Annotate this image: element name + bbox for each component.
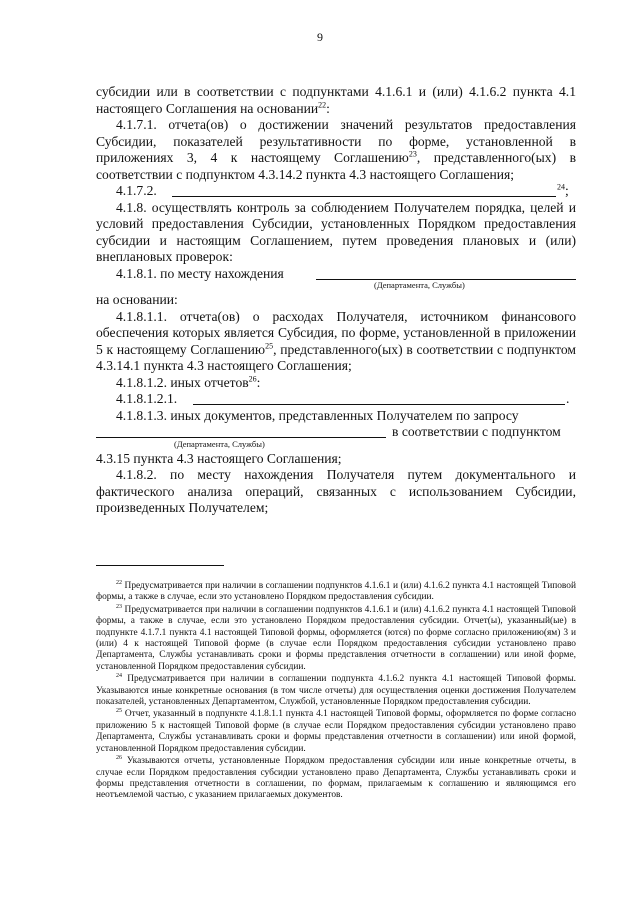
paragraph-4-1-7-2: 4.1.7.2. $^{24}$; xyxy=(116,182,569,198)
paragraph-4-1-8: 4.1.8. осуществлять контроль за соблюдением Получателем порядка, целей и условий предоставления Субсидии, установленных Порядком предоставления субсидии и настоящим Соглашением, путем проведения плановых и (или) внеплановых проверок: xyxy=(96,199,576,264)
paragraph-4-1-8-1-3-cont: в соответствии с подпунктом xyxy=(96,424,576,441)
paragraph-4-3-15: 4.3.15 пункта 4.3 настоящего Соглашения; xyxy=(96,450,342,466)
paragraph-4-1-8-2: 4.1.8.2. по месту нахождения Получателя путем документального и фактического анализа операций, связанных с использованием Субсидии, произведенных Получателем; xyxy=(96,467,576,515)
footnote: $^{23}$ Предусматривается при наличии в соглашении подпунктов 4.1.6.1 и (или) 4.1.6.2 пункта 4.1 настоящей Типовой формы, а также в случае, если это установлено Порядком предоставления субсидии. Отчет(ы), указанный(ые) в подпункте 4.1.7.1 пункта 4.1 настоящей Типовой формы, оформляется (ются) по форме согласно приложению(ям) 3 и (или) 4 к настоящей Типовой форме (в случае если Порядком предоставления субсидии установлено право Департамента, Службы устанавливать сроки и формы представления отчетности в соглашении) или иной форме, установленной Порядком предоставления субсидии. xyxy=(96,603,576,672)
footnote: $^{22}$ Предусматривается при наличии в соглашении подпунктов 4.1.6.1 и (или) 4.1.6.2 пункта 4.1 настоящей Типовой формы, а также в случае, если это установлено Порядком предоставления субсидии. xyxy=(96,579,576,603)
paragraph-4-1-8-1-1: 4.1.8.1.1. отчета(ов) о расходах Получателя, источником финансового обеспечения которых является Субсидия, по форме, установленной в приложении 5 к настоящему Соглашению$^{25}$, представленного(ых) в соответствии с подпунктом 4.3.14.1 пункта 4.3 настоящего Соглашения; xyxy=(96,308,576,373)
paragraph-4-1-8-1-2-1: 4.1.8.1.2.1. . xyxy=(116,391,570,406)
paragraph-4-1-7-1: 4.1.7.1. отчета(ов) о достижении значений результатов предоставления Субсидии, показателей результативности по форме, установленной в приложениях 3, 4 к настоящему Соглашению$^{23}$, представленного(ых) в соответствии с подпунктом 4.3.14.2 пункта 4.3 настоящего Соглашения; xyxy=(96,117,576,182)
footnote-ref: 24 xyxy=(557,182,565,192)
paragraph-subsidy-basis: субсидии или в соответствии с подпунктами 4.1.6.1 и (или) 4.1.6.2 пункта 4.1 настоящего Соглашения на основании$^{22}$: xyxy=(96,84,576,116)
footnotes xyxy=(96,581,576,803)
paragraph-basis: на основании: xyxy=(96,292,178,307)
footnote: $^{26}$ Указываются отчеты, установленные Порядком предоставления субсидии или иные конкретные отчеты, в случае если Порядком предоставления субсидии установлено право Департамента, Службы устанавливать сроки и формы представления отчетности в соглашении, по формам, прилагаемым к соглашению и являющимся его неотъемлемой частью, с указанием прилагаемых документов. xyxy=(96,754,577,801)
page-number: 9 xyxy=(317,30,323,44)
paragraph-4-1-8-1-2: 4.1.8.1.2. иных отчетов$^{26}$: xyxy=(116,373,261,390)
blank-line xyxy=(172,184,556,197)
footnote: $^{25}$ Отчет, указанный в подпункте 4.1.8.1.1 пункта 4.1 настоящей Типовой формы, оформляется по форме согласно приложению 5 к настоящей Типовой форме (в случае если Порядком предоставления субсидии установлено право Департамента, Службы устанавливать сроки и формы представления отчетности в соглашении) или иной формой, установленной Порядком предоставления субсидии. xyxy=(96,708,577,754)
paragraph-4-1-8-1: 4.1.8.1. по месту нахождения xyxy=(96,266,576,283)
footnote-ref: 25 xyxy=(265,340,274,350)
field-caption: (Департамента, Службы) xyxy=(374,280,465,290)
paragraph-4-1-8-1-3: 4.1.8.1.3. иных документов, представленных Получателем по запросу xyxy=(116,407,519,423)
blank-line xyxy=(316,267,576,280)
footnote-separator xyxy=(96,565,224,566)
blank-line xyxy=(193,392,565,405)
footnote-ref: 22 xyxy=(318,99,327,109)
blank-line xyxy=(96,425,386,438)
main-text xyxy=(96,84,576,517)
footnote-ref: 26 xyxy=(248,373,257,383)
footnote-ref: 23 xyxy=(408,149,417,159)
field-caption: (Департамента, Службы) xyxy=(174,438,265,449)
footnote: $^{24}$ Предусматривается при наличии в соглашении подпункта 4.1.6.2 пункта 4.1 настоящей Типовой формы. Указываются иные конкретные основания (в том числе отчеты) для осуществления оценки достижения Получателем показателей, установленных Департаментом, Службой, установленные Порядком предоставления субсидии. xyxy=(96,673,577,708)
